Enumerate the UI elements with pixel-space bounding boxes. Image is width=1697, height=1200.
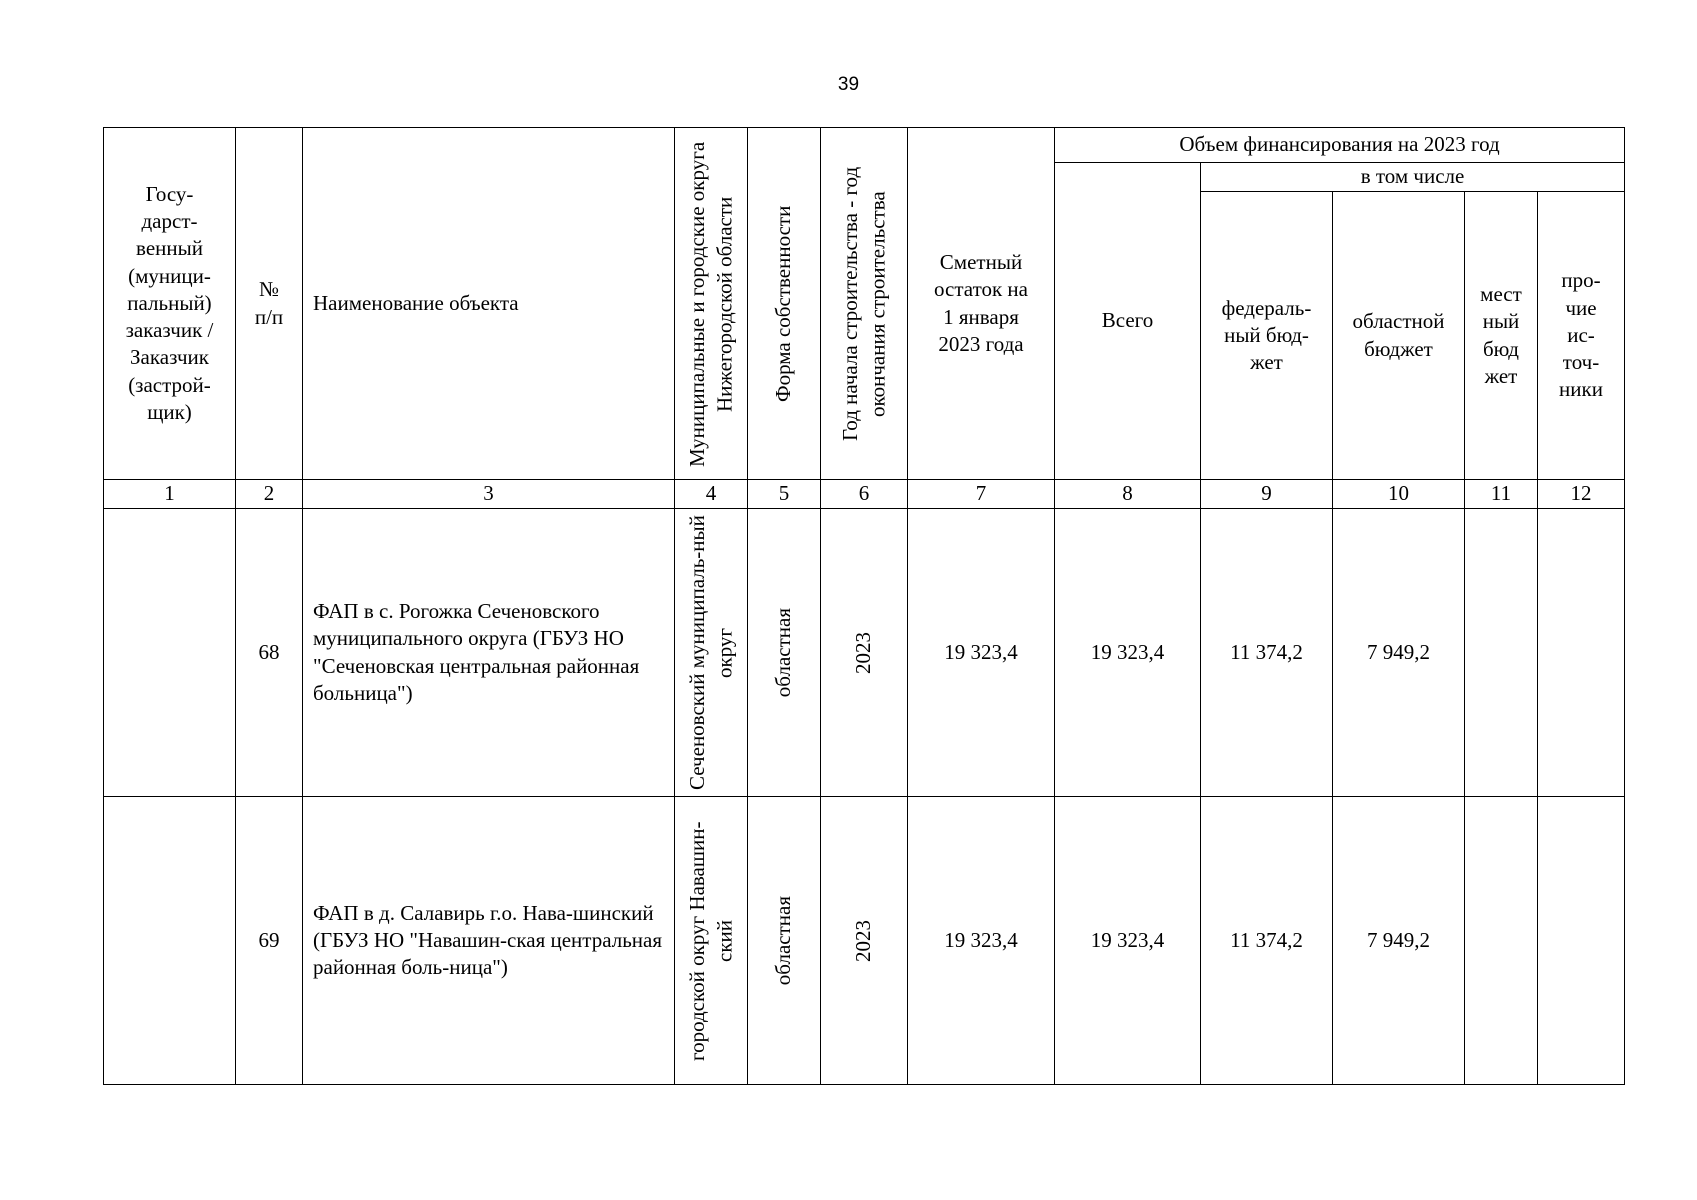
- header-customer: Госу- дарст- венный (муници- пальный) заказчик / Заказчик (застрой- щик): [104, 128, 236, 480]
- header-including: в том числе: [1201, 163, 1625, 192]
- row-regional: 7 949,2: [1333, 797, 1465, 1085]
- header-federal: федераль- ный бюд- жет: [1201, 192, 1333, 480]
- row-federal: 11 374,2: [1201, 509, 1333, 797]
- table-row: [104, 509, 1625, 797]
- row-years-cell: [821, 797, 908, 1085]
- column-number: 6: [821, 480, 908, 509]
- row-ownership-cell: [748, 509, 821, 797]
- row-num: 69: [236, 797, 303, 1085]
- column-number: 11: [1465, 480, 1538, 509]
- row-district-cell: [675, 509, 748, 797]
- header-years: Год начала строительства - год окончания строительства: [837, 166, 889, 441]
- row-other: [1538, 797, 1625, 1085]
- column-number: 12: [1538, 480, 1625, 509]
- row-ownership: областная: [771, 895, 796, 986]
- column-number: 7: [908, 480, 1055, 509]
- header-ownership: Форма собственности: [771, 205, 796, 402]
- header-districts-cell: [675, 128, 748, 480]
- column-number: 8: [1055, 480, 1201, 509]
- row-ownership-cell: [748, 797, 821, 1085]
- row-federal: 11 374,2: [1201, 797, 1333, 1085]
- header-ownership-cell: [748, 128, 821, 480]
- row-total: 19 323,4: [1055, 509, 1201, 797]
- column-number: 9: [1201, 480, 1333, 509]
- row-other: [1538, 509, 1625, 797]
- column-number: 1: [104, 480, 236, 509]
- row-customer: [104, 797, 236, 1085]
- header-years-cell: [821, 128, 908, 480]
- row-local: [1465, 797, 1538, 1085]
- funding-table: [103, 127, 1625, 1085]
- row-ownership: областная: [771, 607, 796, 698]
- row-customer: [104, 509, 236, 797]
- header-estimate: Сметный остаток на 1 января 2023 года: [908, 128, 1055, 480]
- column-number: 4: [675, 480, 748, 509]
- header-districts: Муниципальные и городские округа Нижегородской области: [684, 140, 736, 467]
- header-regional: областной бюджет: [1333, 192, 1465, 480]
- row-local: [1465, 509, 1538, 797]
- header-local: мест ный бюд жет: [1465, 192, 1538, 480]
- row-years-cell: [821, 509, 908, 797]
- row-total: 19 323,4: [1055, 797, 1201, 1085]
- table-row: [104, 797, 1625, 1085]
- row-object-name: ФАП в д. Салавирь г.о. Нава-шинский (ГБУЗ НО "Навашин-ская центральная районная боль-ница"): [303, 797, 675, 1085]
- column-number: 5: [748, 480, 821, 509]
- row-regional: 7 949,2: [1333, 509, 1465, 797]
- row-estimate: 19 323,4: [908, 509, 1055, 797]
- header-object-name: Наименование объекта: [303, 128, 675, 480]
- header-funding-title: Объем финансирования на 2023 год: [1055, 128, 1625, 163]
- header-num: № п/п: [236, 128, 303, 480]
- page-number: 39: [837, 74, 860, 95]
- column-number: 2: [236, 480, 303, 509]
- row-district: городской округ Навашин-ский: [684, 820, 736, 1061]
- column-number-row: [104, 480, 1625, 509]
- column-number: 10: [1333, 480, 1465, 509]
- row-district: Сеченовский муниципаль-ный округ: [684, 515, 736, 790]
- header-total: Всего: [1055, 163, 1201, 480]
- row-object-name: ФАП в с. Рогожка Сеченовского муниципального округа (ГБУЗ НО "Сеченовская центральная районная больница"): [303, 509, 675, 797]
- row-years: 2023: [851, 631, 876, 674]
- row-num: 68: [236, 509, 303, 797]
- row-years: 2023: [851, 919, 876, 962]
- row-district-cell: [675, 797, 748, 1085]
- row-estimate: 19 323,4: [908, 797, 1055, 1085]
- header-other: про- чие ис- точ- ники: [1538, 192, 1625, 480]
- column-number: 3: [303, 480, 675, 509]
